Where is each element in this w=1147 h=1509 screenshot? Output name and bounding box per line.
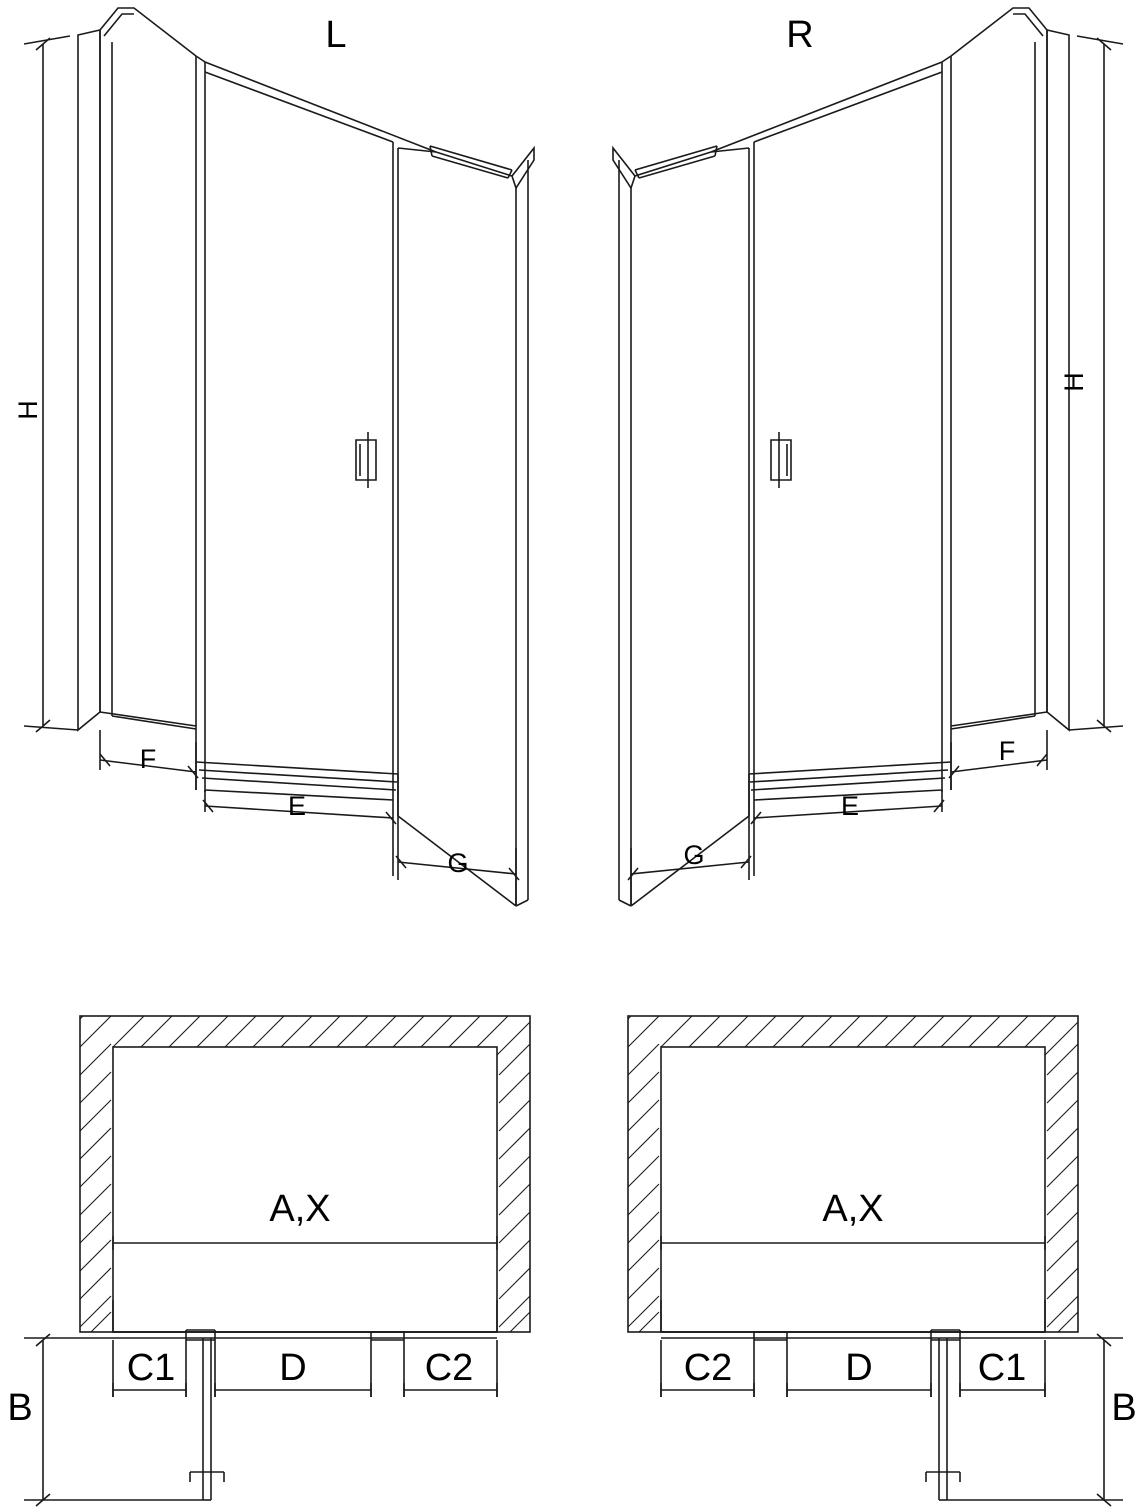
top-bar-right-view-2 xyxy=(639,156,715,178)
label-ax-right: A,X xyxy=(822,1188,884,1230)
door-handle-right xyxy=(771,440,791,480)
label-variant-left: L xyxy=(325,14,347,56)
top-bar-cap-a xyxy=(430,146,432,156)
ext-h-top-right xyxy=(1077,36,1123,44)
label-h-right: H xyxy=(1059,372,1089,392)
label-c2-right: C2 xyxy=(683,1347,733,1389)
floor-line-left-f2 xyxy=(112,716,196,729)
panel-g-top xyxy=(436,152,512,176)
label-d-right: D xyxy=(845,1347,873,1389)
label-variant-right: R xyxy=(786,14,814,56)
top-bar-cap-b xyxy=(508,170,512,178)
plan-left-wall-hatch xyxy=(80,1016,530,1332)
panel-g-top-right xyxy=(635,152,711,176)
label-g-left: G xyxy=(447,848,469,878)
mullion-left-1-top xyxy=(196,56,205,62)
floor-line-left-f xyxy=(100,712,196,726)
plan-right-wall-hatch xyxy=(628,1016,1078,1332)
left-wall-bottom-right-view xyxy=(619,900,631,906)
ext-h-top-left xyxy=(24,36,70,44)
floor-line-right-f xyxy=(951,712,1047,726)
label-c1-left: C1 xyxy=(126,1347,176,1389)
top-bar-left-view xyxy=(430,146,512,170)
label-b-right: B xyxy=(1111,1387,1137,1429)
top-rail-right xyxy=(951,8,1047,56)
right-corner-profile-left-view xyxy=(512,148,534,188)
plan-right-outer-wall xyxy=(628,1016,1078,1332)
label-g-right: G xyxy=(683,840,705,870)
ext-h-bottom-left xyxy=(24,726,78,730)
plan-right xyxy=(628,1016,1123,1506)
top-bar-cap-d xyxy=(635,170,639,178)
left-corner-profile-right-view xyxy=(613,148,635,188)
top-bar-cap-c xyxy=(715,146,717,156)
right-wall-bottom-left-view xyxy=(516,900,528,906)
label-c2-left: C2 xyxy=(424,1347,474,1389)
top-bar-right-view xyxy=(635,146,717,170)
door-top-edge-right-2 xyxy=(754,72,942,142)
label-d-left: D xyxy=(279,1347,307,1389)
mullion-right-1-top xyxy=(942,56,951,62)
top-rail-left-inner xyxy=(104,14,134,36)
label-f-left: F xyxy=(139,744,157,774)
label-f-right: F xyxy=(998,736,1016,766)
left-side-wall-outline xyxy=(78,30,100,730)
top-bar-left-view-2 xyxy=(432,156,508,178)
elevation-right xyxy=(613,8,1123,906)
ext-h-bottom-right xyxy=(1069,726,1123,730)
door-top-edge-left xyxy=(205,62,436,152)
label-e-right: E xyxy=(840,791,860,821)
floor-line-right-f2 xyxy=(951,716,1035,729)
plan-left-outer-wall xyxy=(80,1016,530,1332)
door-top-edge-right xyxy=(711,62,942,152)
label-c1-right: C1 xyxy=(977,1347,1027,1389)
door-top-edge-left-2 xyxy=(205,72,393,142)
top-rail-right-inner xyxy=(1013,14,1043,36)
top-rail-left xyxy=(100,8,196,56)
door-handle-left xyxy=(356,440,376,480)
plan-left xyxy=(24,1016,530,1506)
label-h-left: H xyxy=(13,400,43,420)
elevation-left xyxy=(24,8,534,906)
label-ax-left: A,X xyxy=(269,1188,331,1230)
label-b-left: B xyxy=(7,1387,33,1429)
label-e-left: E xyxy=(287,791,307,821)
